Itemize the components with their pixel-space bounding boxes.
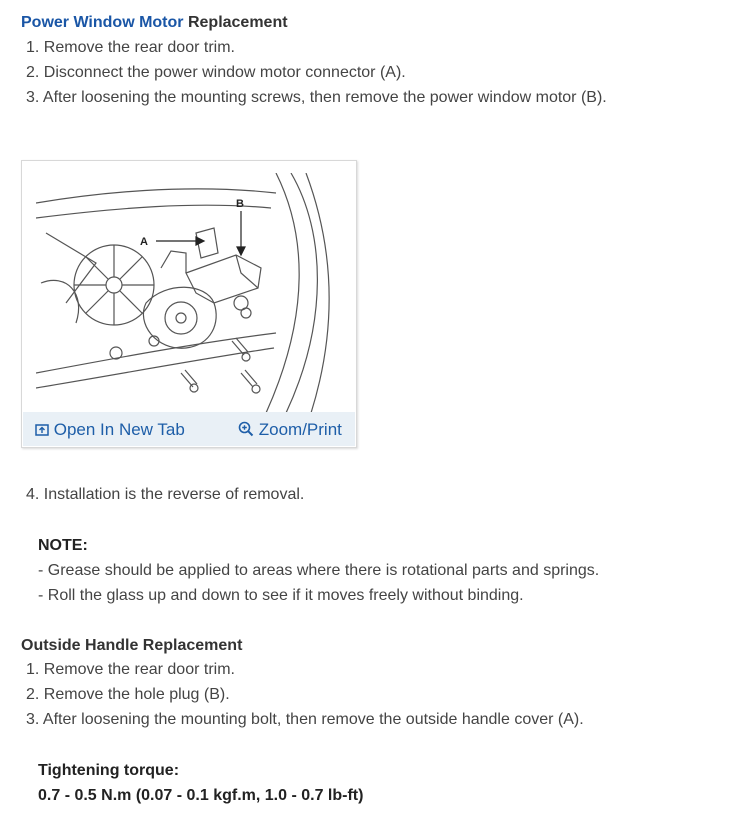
- note-item: - Roll the glass up and down to see if it moves freely without binding.: [38, 587, 524, 604]
- open-new-tab-link[interactable]: [35, 420, 185, 440]
- zoom-icon: [238, 421, 254, 437]
- step-item: 1. Remove the rear door trim.: [26, 39, 235, 56]
- section-title-rest: Replacement: [183, 14, 288, 31]
- open-new-tab-icon: [35, 423, 49, 437]
- step-item: 3. After loosening the mounting bolt, then remove the outside handle cover (A).: [26, 711, 584, 728]
- zoom-print-link[interactable]: [238, 420, 342, 440]
- section-title-power-window-motor: [21, 14, 288, 32]
- section-title-link[interactable]: Power Window Motor: [21, 14, 184, 31]
- torque-value: 0.7 - 0.5 N.m (0.07 - 0.1 kgf.m, 1.0 - 0.7 lb-ft): [38, 787, 364, 804]
- step-item: 1. Remove the rear door trim.: [26, 661, 235, 678]
- figure-power-window-motor: [21, 160, 357, 448]
- step-item: 4. Installation is the reverse of removal.: [26, 486, 305, 503]
- label-b: B: [236, 198, 244, 210]
- zoom-print-label: Zoom/Print: [258, 420, 342, 439]
- torque-title: Tightening torque:: [38, 762, 180, 779]
- open-new-tab-label: Open In New Tab: [53, 420, 185, 439]
- note-title: NOTE:: [38, 537, 88, 554]
- step-item: 2. Disconnect the power window motor connector (A).: [26, 64, 406, 81]
- section-title-outside-handle: Outside Handle Replacement: [21, 637, 243, 654]
- figure-toolbar: [23, 412, 355, 446]
- motor-diagram-image[interactable]: [36, 173, 346, 413]
- note-item: - Grease should be applied to areas where there is rotational parts and springs.: [38, 562, 600, 579]
- step-item: 3. After loosening the mounting screws, then remove the power window motor (B).: [26, 89, 607, 106]
- label-a: A: [140, 236, 148, 248]
- step-item: 2. Remove the hole plug (B).: [26, 686, 230, 703]
